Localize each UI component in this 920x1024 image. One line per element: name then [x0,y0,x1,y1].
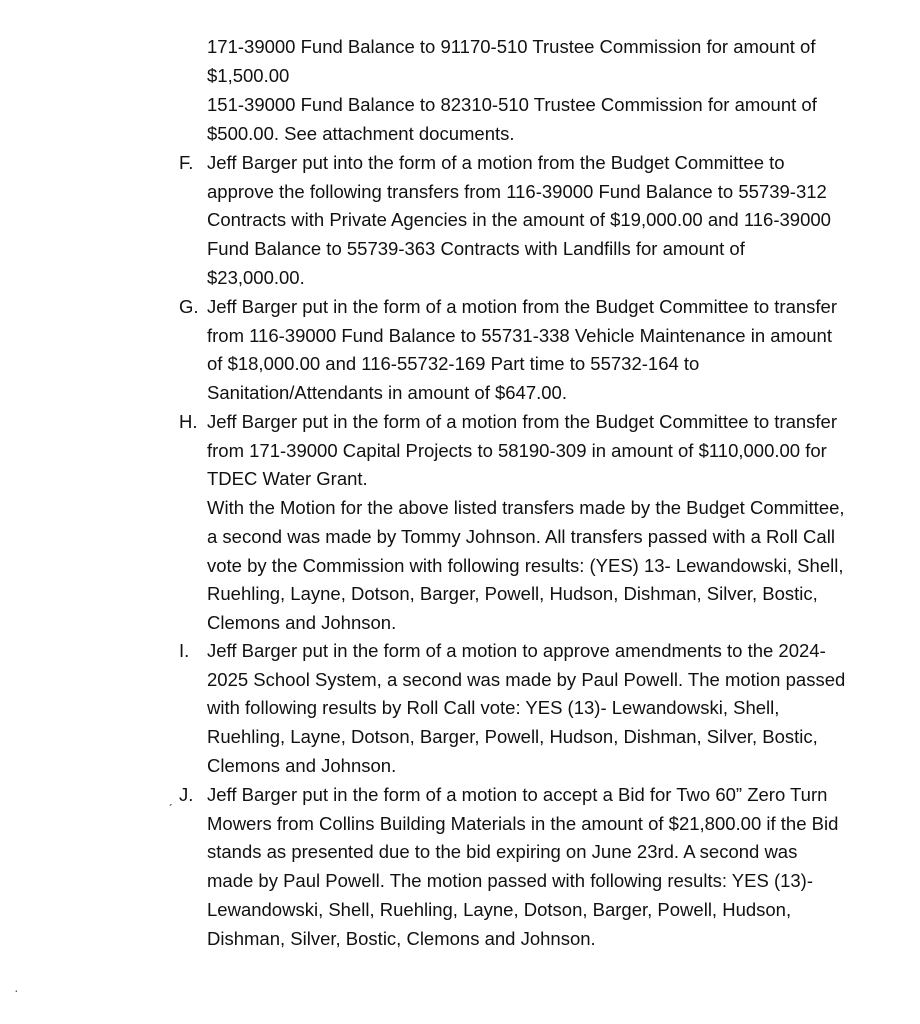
item-h-paragraph-1: Jeff Barger put in the form of a motion from the Budget Committee to transfer from 171-39000 Capital Projects to 58190-309 in amount of $110,000.00 for TDEC Water Grant. [207,411,837,490]
list-marker: G. [179,296,199,317]
item-f-paragraph: Jeff Barger put into the form of a motion from the Budget Committee to approve the following transfers from 116-39000 Fund Balance to 55739-312 Contracts with Private Agencies in the amount of $19,000.00 and 116-39000 Fund Balance to 55739-363 Contracts with Landfills for amount of $23,000.00. [207,152,831,288]
item-g-paragraph: Jeff Barger put in the form of a motion from the Budget Committee to transfer from 116-39000 Fund Balance to 55731-338 Vehicle Maintenance in amount of $18,000.00 and 116-55732-169 Part time to 55732-164 to Sanitation/Attendants in amount of $647.00. [207,296,837,404]
list-item-i [0,637,860,781]
list-item-h [0,408,860,638]
item-h-paragraph-2: With the Motion for the above listed transfers made by the Budget Committee, a second was made by Tommy Johnson. All transfers passed with a Roll Call vote by the Commission with following results: (YES) 13- Lewandowski, Shell, Ruehling, Layne, Dotson, Barger, Powell, Hudson, Dishman, Silver, Bostic, Clemons and Johnson. [207,497,845,633]
item-i-paragraph: Jeff Barger put in the form of a motion to approve amendments to the 2024-2025 School System, a second was made by Paul Powell. The motion passed with following results by Roll Call vote: YES (13)- Lewandowski, Shell, Ruehling, Layne, Dotson, Barger, Powell, Hudson, Dishman, Silver, Bostic, Clemons and Johnson. [207,640,846,776]
list-marker: F. [179,152,194,173]
list-item-g [0,293,860,408]
list-marker: I. [179,640,190,661]
scan-speck-dot: · [14,982,19,998]
list-marker: H. [179,411,198,432]
list-item-f [0,149,860,293]
list-marker: J. [179,784,194,805]
item-j-paragraph: Jeff Barger put in the form of a motion to accept a Bid for Two 60” Zero Turn Mowers from Collins Building Materials in the amount of $21,800.00 if the Bid stands as presented due to the bid expiring on June 23rd. A second was made by Paul Powell. The motion passed with following results: YES (13)- Lewandowski, Shell, Ruehling, Layne, Dotson, Barger, Powell, Hudson, Dishman, Silver, Bostic, Clemons and Johnson. [207,784,839,949]
intro-paragraph-2: 151-39000 Fund Balance to 82310-510 Trustee Commission for amount of $500.00. See attachment documents. [207,94,817,144]
list-item-j [0,781,860,953]
intro-paragraph-1: 171-39000 Fund Balance to 91170-510 Trustee Commission for amount of $1,500.00 [207,36,816,86]
scan-speck-mark: ˏ [168,790,173,806]
